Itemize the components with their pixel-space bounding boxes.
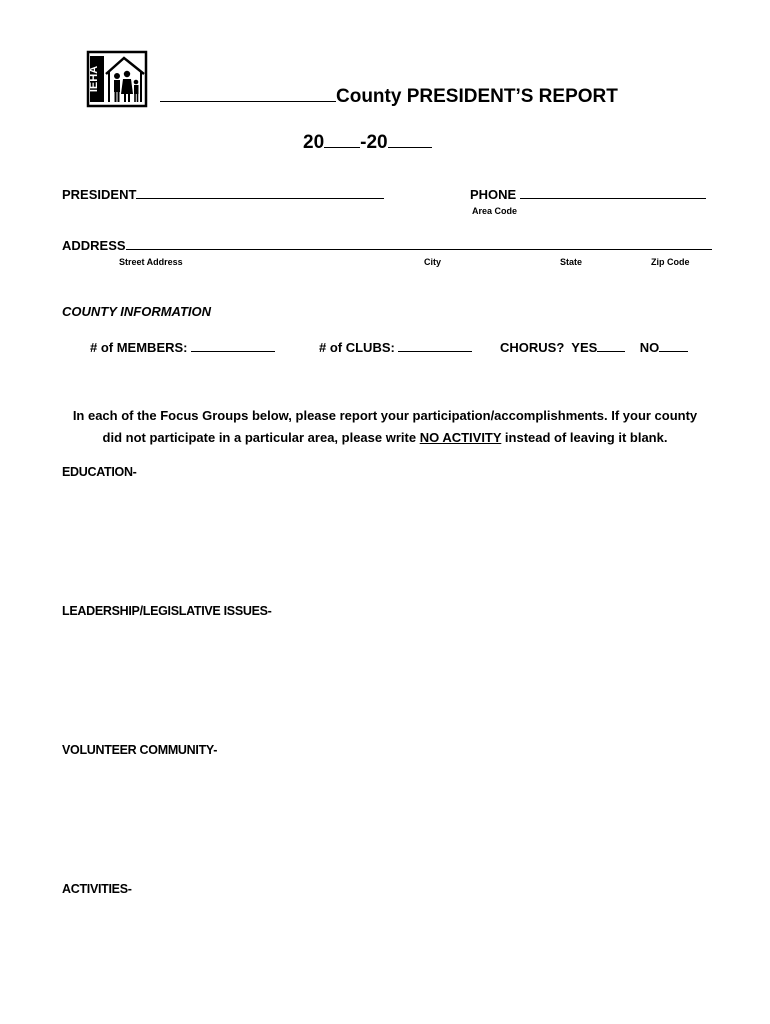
instructions-line-1: In each of the Focus Groups below, please report your participation/accomplishments. If your county	[72, 408, 698, 423]
section-leadership: LEADERSHIP/LEGISLATIVE ISSUES-	[62, 604, 272, 618]
phone-input[interactable]	[520, 197, 706, 199]
address-field	[62, 238, 712, 253]
phone-label: PHONE	[470, 187, 517, 202]
instructions-line-2	[40, 427, 730, 449]
president-label: PRESIDENT	[62, 187, 137, 202]
instructions	[40, 405, 730, 449]
clubs-input[interactable]	[398, 350, 472, 352]
address-label: ADDRESS	[62, 238, 126, 253]
state-caption: State	[560, 257, 583, 267]
report-title	[160, 86, 618, 108]
chorus-no-input[interactable]	[659, 350, 688, 352]
county-info-heading: COUNTY INFORMATION	[62, 304, 212, 319]
clubs-field	[319, 340, 472, 355]
county-name-blank[interactable]	[160, 100, 336, 102]
year-separator: -20	[360, 132, 388, 153]
no-activity-emphasis: NO ACTIVITY	[419, 430, 502, 445]
chorus-field	[500, 340, 688, 355]
title-text: County PRESIDENT’S REPORT	[336, 86, 618, 107]
zip-caption: Zip Code	[651, 257, 690, 267]
instructions-line-2-end: instead of leaving it blank.	[501, 430, 668, 445]
members-label: # of MEMBERS:	[90, 340, 188, 355]
year-start-blank[interactable]	[324, 146, 360, 148]
section-activities: ACTIVITIES-	[62, 882, 132, 896]
president-input[interactable]	[136, 197, 384, 199]
address-input[interactable]	[126, 248, 712, 250]
family-house-logo-icon	[86, 50, 148, 108]
logo-letters: IEHA	[88, 65, 100, 93]
chorus-label: CHORUS?	[500, 340, 565, 355]
report-year	[303, 132, 432, 154]
president-field	[62, 187, 384, 202]
city-caption: City	[424, 257, 442, 267]
section-volunteer: VOLUNTEER COMMUNITY-	[62, 743, 218, 757]
chorus-yes-input[interactable]	[597, 350, 625, 352]
year-end-blank[interactable]	[388, 146, 432, 148]
members-field	[90, 340, 275, 355]
instructions-line-2-start: did not participate in a particular area, please write	[102, 430, 420, 445]
area-code-caption: Area Code	[472, 206, 518, 216]
ieha-logo	[86, 50, 148, 108]
chorus-no-label: NO	[639, 340, 660, 355]
year-prefix: 20	[303, 132, 325, 153]
street-caption: Street Address	[119, 257, 183, 267]
section-education: EDUCATION-	[62, 465, 137, 479]
chorus-yes-label: YES	[571, 340, 598, 355]
members-input[interactable]	[191, 350, 275, 352]
clubs-label: # of CLUBS:	[319, 340, 395, 355]
phone-field	[470, 187, 706, 202]
